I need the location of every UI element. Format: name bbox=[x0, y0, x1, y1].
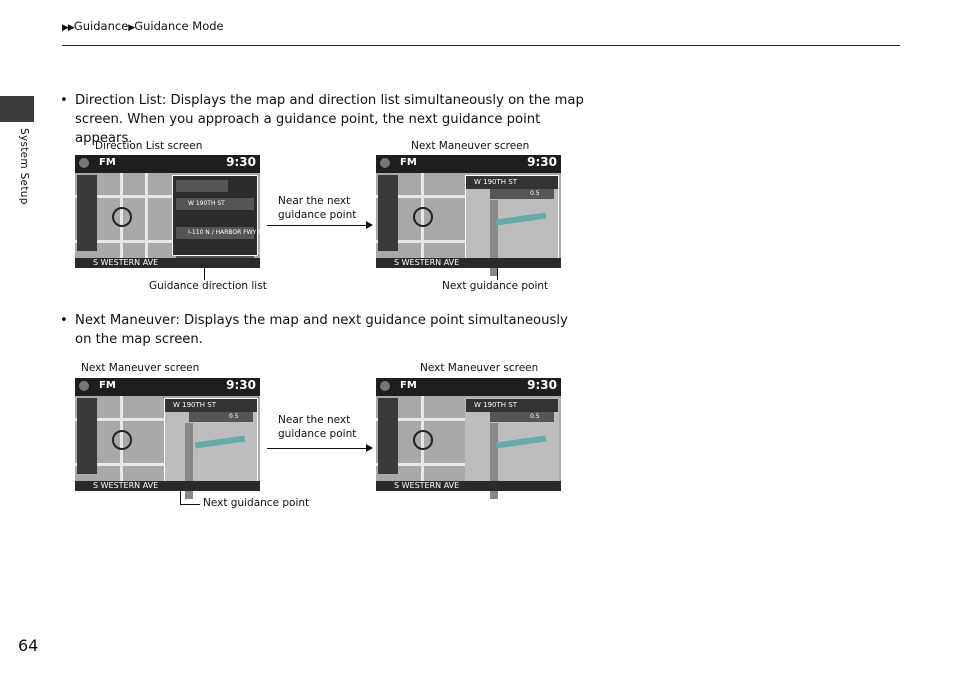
transition-arrow bbox=[267, 225, 367, 226]
status-bar bbox=[376, 155, 561, 173]
callout-line bbox=[180, 504, 200, 505]
guidance-arrow-icon bbox=[496, 213, 546, 226]
direction-list-screen bbox=[75, 155, 263, 268]
maneuver-distance: 0.5 bbox=[189, 412, 253, 422]
list-item: I-110 N / HARBOR FWY N bbox=[176, 227, 254, 239]
clock: 9:30 bbox=[527, 155, 557, 169]
street-bar: S WESTERN AVE bbox=[75, 481, 260, 491]
next-maneuver-paragraph bbox=[60, 311, 585, 349]
breadcrumb-guidance[interactable]: Guidance bbox=[73, 19, 129, 33]
next-maneuver-panel bbox=[465, 398, 559, 491]
breadcrumb-arrow-icon: ▶▶ bbox=[62, 23, 74, 33]
breadcrumb-guidance-mode[interactable]: Guidance Mode bbox=[134, 19, 224, 33]
next-maneuver-screen-caption-right: Next Maneuver screen bbox=[420, 362, 539, 374]
status-bar bbox=[376, 378, 561, 396]
maneuver-distance: 0.5 bbox=[490, 412, 554, 422]
home-icon[interactable] bbox=[79, 381, 89, 391]
radio-band: FM bbox=[400, 157, 417, 168]
next-guidance-point-caption: Next guidance point bbox=[442, 280, 549, 292]
callout-line bbox=[497, 266, 498, 280]
maneuver-street: W 190TH ST bbox=[466, 399, 558, 412]
next-guidance-point-caption-2: Next guidance point bbox=[203, 497, 310, 509]
street-bar: S WESTERN AVE bbox=[376, 481, 561, 491]
transition-arrow bbox=[267, 448, 367, 449]
home-icon[interactable] bbox=[380, 158, 390, 168]
position-marker-icon bbox=[413, 207, 433, 227]
header-rule bbox=[62, 45, 900, 46]
home-icon[interactable] bbox=[79, 158, 89, 168]
map-road bbox=[145, 173, 148, 268]
arrow-right-icon bbox=[366, 444, 373, 452]
breadcrumb-separator-icon: ▶ bbox=[128, 23, 135, 33]
next-maneuver-screen-right bbox=[376, 378, 561, 491]
clock: 9:30 bbox=[527, 378, 557, 392]
near-guidance-caption-2: Near the next guidance point bbox=[278, 414, 357, 440]
callout-line bbox=[204, 266, 205, 280]
status-bar bbox=[75, 155, 260, 173]
next-maneuver-panel bbox=[164, 398, 258, 491]
position-marker-icon bbox=[112, 207, 132, 227]
map-side-panel bbox=[77, 398, 97, 474]
maneuver-street: W 190TH ST bbox=[466, 176, 558, 189]
bullet: • bbox=[60, 93, 68, 108]
status-bar bbox=[75, 378, 260, 396]
position-marker-icon bbox=[413, 430, 433, 450]
next-maneuver-screen-caption: Next Maneuver screen bbox=[411, 140, 530, 152]
next-maneuver-panel bbox=[465, 175, 559, 268]
arrow-right-icon bbox=[366, 221, 373, 229]
street-bar: S WESTERN AVE bbox=[75, 258, 260, 268]
next-maneuver-screen bbox=[376, 155, 561, 268]
list-item bbox=[176, 180, 228, 192]
guidance-direction-list-caption: Guidance direction list bbox=[149, 280, 267, 292]
page-number: 64 bbox=[18, 636, 39, 655]
clock: 9:30 bbox=[226, 155, 256, 169]
callout-line bbox=[180, 489, 181, 505]
radio-band: FM bbox=[99, 157, 116, 168]
clock: 9:30 bbox=[226, 378, 256, 392]
maneuver-distance: 0.5 bbox=[490, 189, 554, 199]
street-bar: S WESTERN AVE bbox=[376, 258, 561, 268]
guidance-direction-list bbox=[172, 175, 263, 256]
next-maneuver-term: Next Maneuver bbox=[75, 313, 176, 328]
side-tab bbox=[0, 96, 34, 122]
list-item: W 190TH ST bbox=[176, 198, 254, 210]
direction-list-text: : Displays the map and direction list simultaneously on the map screen. When you approach a guidance point, the next guidance point appears. bbox=[75, 93, 584, 146]
side-tab-label: System Setup bbox=[18, 128, 30, 205]
guidance-arrow-icon bbox=[496, 436, 546, 449]
next-maneuver-screen-caption-left: Next Maneuver screen bbox=[81, 362, 200, 374]
next-maneuver-screen-left bbox=[75, 378, 260, 491]
direction-list-term: Direction List bbox=[75, 93, 162, 108]
home-icon[interactable] bbox=[380, 381, 390, 391]
radio-band: FM bbox=[400, 380, 417, 391]
direction-list-screen-caption: Direction List screen bbox=[95, 140, 203, 152]
radio-band: FM bbox=[99, 380, 116, 391]
bullet: • bbox=[60, 313, 68, 328]
map-side-panel bbox=[77, 175, 97, 251]
position-marker-icon bbox=[112, 430, 132, 450]
near-guidance-caption: Near the next guidance point bbox=[278, 195, 357, 221]
maneuver-street: W 190TH ST bbox=[165, 399, 257, 412]
map-side-panel bbox=[378, 175, 398, 251]
breadcrumb bbox=[62, 19, 224, 33]
map-side-panel bbox=[378, 398, 398, 474]
guidance-arrow-icon bbox=[195, 436, 245, 449]
next-maneuver-text: : Displays the map and next guidance point simultaneously on the map screen. bbox=[75, 313, 568, 347]
